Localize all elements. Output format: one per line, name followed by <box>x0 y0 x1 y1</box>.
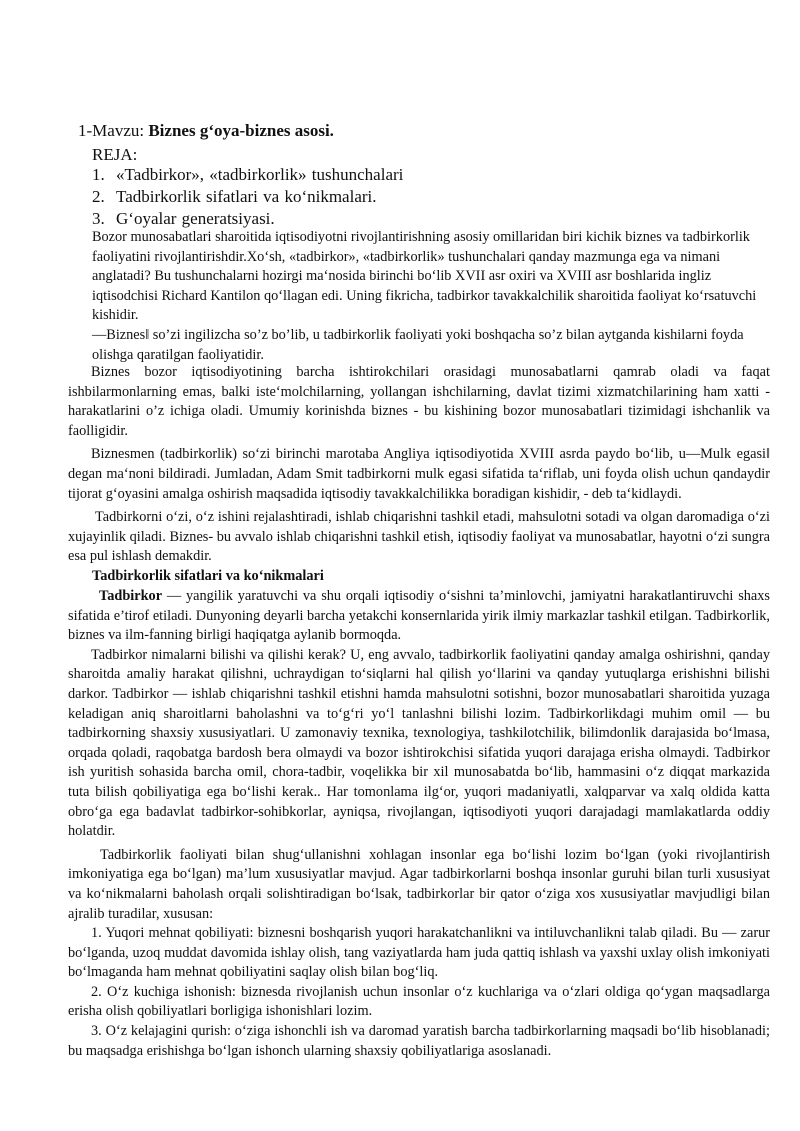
topic-title <box>78 121 334 141</box>
body-paragraph: Biznes bozor iqtisodiyotining barcha ishtirokchilari orasidagi munosabatlarni qamrab oladi va faqat ishbilarmonlarning emas, balki iste‘molchilarning, yollangan ishchilarning, davlat tizimi xizmatchilarining ham xatti -harakatlarini o’z ichiga oladi. Umumiy korinishda biznes - bu kishining bozor munosabatlari tizimidagi ishchanlik va faolligidir. <box>68 364 770 439</box>
body-paragraph <box>68 587 770 646</box>
term-bold: Tadbirkor <box>99 588 163 604</box>
topic-name: Biznes g‘oya-biznes asosi. <box>148 121 334 140</box>
paragraph-text: — yangilik yaratuvchi va shu orqali iqtisodiy o‘sishni ta’minlovchi, jamiyatni harakatlantiruvchi shaxs sifatida e’tirof etiladi. Dunyoning deyarli barcha yetakchi konsernlarida yirik ilmiy markazlar tashkil etilgan. Tadbirkorlik, biznes va ilm-fanning birligi haqiqatga aylanib bormoqda. <box>68 588 770 644</box>
body-paragraph: Tadbirkor nimalarni bilishi va qilishi kerak? U, eng avvalo, tadbirkorlik faoliyatini qanday amalga oshirishni, qanday sharoitda amaliy harakat qilishni, uchraydigan to‘siqlarni hal qilish yo‘llarini va qanday yutuqlarga erishishni bilishi darkor. Tadbirkor — ishlab chiqarishni tashkil etishni hamda mahsulotni sotishni, bozor munosabatlari sharoitida yuzaga keladigan aniq sharoitlarni baholashni va to‘g‘ri yo‘l tanlashni bilishi lozim. Tadbirkorlikdagi muhim omil — bu tadbirkorning shaxsiy xususiyatlari. U zamonaviy texnika, texnologiya, tashkilotchilik, bilimdonlik darajasida bo‘lmasa, orqada qoladi, raqobatga bardosh bera olmaydi va bozor ishtirokchisi sifatida yuqori darajaga erisha olmaydi. Tadbirkor ish yuritish sohasida barcha omil, chora-tadbir, voqelikka bir xil munosabatda bo‘lib, hammasini o‘z diqqat markazida tuta bilish qobiliyatiga ega bo‘lishi kerak.. Har tomonlama ilg‘or, yuqori madaniyatli, xalqparvar va xalq oldida katta obro‘ga ega badavlat tadbirkor-sohibkorlar, ayniqsa, rivojlangan, iqtisodiyoti yuqori darajadagi mamlakatlarda oddiy holatdir. <box>68 646 770 840</box>
plan-item-number: 3. <box>92 209 105 228</box>
body-section <box>68 363 770 567</box>
plan-item <box>92 165 403 185</box>
body-paragraph: Tadbirkorni o‘zi, o‘z ishini rejalashtiradi, ishlab chiqarishni tashkil etadi, mahsulotni sotadi va olgan daromadiga o‘zi xujayinlik qiladi. Biznes- bu avvalo ishlab chiqarishni tashkil etish, iqtisodiy faoliyat va munosabatlar, hayotni o‘zi sungra esa pul ishlash demakdir. <box>68 509 770 565</box>
list-item: 3. O‘z kelajagini qurish: o‘ziga ishonchli ish va daromad yaratish barcha tadbirkorlarning maqsadi bo‘lib hisoblanadi; bu maqsadga erishishga bo‘lgan ishonch ularning shaxsiy qobiliyatlariga asoslanadi. <box>68 1023 770 1059</box>
section-heading: Tadbirkorlik sifatlari va ko‘nikmalari <box>92 568 324 584</box>
intro-paragraph: ―Biznes‖ so’zi ingilizcha so’z bo’lib, u tadbirkorlik faoliyati yoki boshqacha so’z bilan aytganda kishilarni foyda olishga qaratilgan faoliyatidir. <box>92 326 744 363</box>
body-paragraph: Biznesmen (tadbirkorlik) so‘zi birinchi marotaba Angliya iqtisodiyotida XVIII asrda paydo bo‘lib, u―Mulk egasi‖ degan ma‘noni bildiradi. Jumladan, Adam Smit tadbirkorni mulk egasi sifatida ta‘riflab, uni foyda olish uchun qandaydir tijorat g‘oyasini amalga oshirish maqsadida iqtisodiy tavakkalchilikka boradigan kishidir, - deb ta‘kidlaydi. <box>68 446 770 502</box>
intro-section <box>92 228 772 365</box>
plan-item-number: 2. <box>92 187 105 206</box>
intro-paragraph: Bozor munosabatlari sharoitida iqtisodiyotni rivojlantirishning asosiy omillaridan biri kichik biznes va tadbirkorlik faoliyatini rivojlantirishdir.Xo‘sh, «tadbirkor», «tadbirkorlik» tushunchalari qanday mazmunga ega va nimani anglatadi? Bu tushunchalarni hozirgi ma‘nosida birinchi bo‘lib XVII asr oxiri va XVIII asr boshlarida ingliz iqtisodchisi Richard Kantilon qo‘llagan edi. Uning fikricha, tadbirkor tavakkalchilik sharoitida faoliyat ko‘rsatuvchi kishidir. <box>92 229 757 324</box>
plan-item <box>92 187 377 207</box>
list-item: 1. Yuqori mehnat qobiliyati: biznesni boshqarish yuqori harakatchanlikni va intiluvchanlikni talab qiladi. Bu — zarur bo‘lganda, uzoq muddat davomida ishlay olish, tang vaziyatlarda ham juda qattiq ishlash va yaxshi uxlay olish imkoniyati bo‘lmaganda ham mehnat qobiliyatini saqlay olish bilan bog‘liq. <box>68 925 770 981</box>
body-paragraph: Tadbirkorlik faoliyati bilan shug‘ullanishni xohlagan insonlar ega bo‘lishi lozim bo‘lgan (yoki rivojlantirish imkoniyatiga ega bo‘lgan) ma’lum xususiyatlar mavjud. Agar tadbirkorlarni boshqa insonlar guruhi bilan turli xususiyat va ko‘nikmalarni baholash orqali solishtiradigan bo‘lsak, tadbirkorlar bir qator o‘ziga xos xususiyatlar mavjudligi bilan ajralib turadilar, xususan: <box>68 846 770 922</box>
list-item: 2. O‘z kuchiga ishonish: biznesda rivojlanish uchun insonlar o‘z kuchlariga va o‘zlari oldiga qo‘ygan maqsadlarga erisha olish qobiliyatlari borligiga ishonishlari lozim. <box>68 983 770 1020</box>
topic-prefix: 1-Mavzu: <box>78 121 149 140</box>
qualities-section <box>68 587 770 1061</box>
plan-item-text: Tadbirkorlik sifatlari va ko‘nikmalari. <box>116 187 377 206</box>
plan-item-text: G‘oyalar generatsiyasi. <box>116 209 275 228</box>
plan-item-text: «Tadbirkor», «tadbirkorlik» tushunchalari <box>116 165 404 184</box>
plan-item-number: 1. <box>92 165 105 184</box>
plan-label: REJA: <box>92 145 138 164</box>
plan-item <box>92 209 275 229</box>
